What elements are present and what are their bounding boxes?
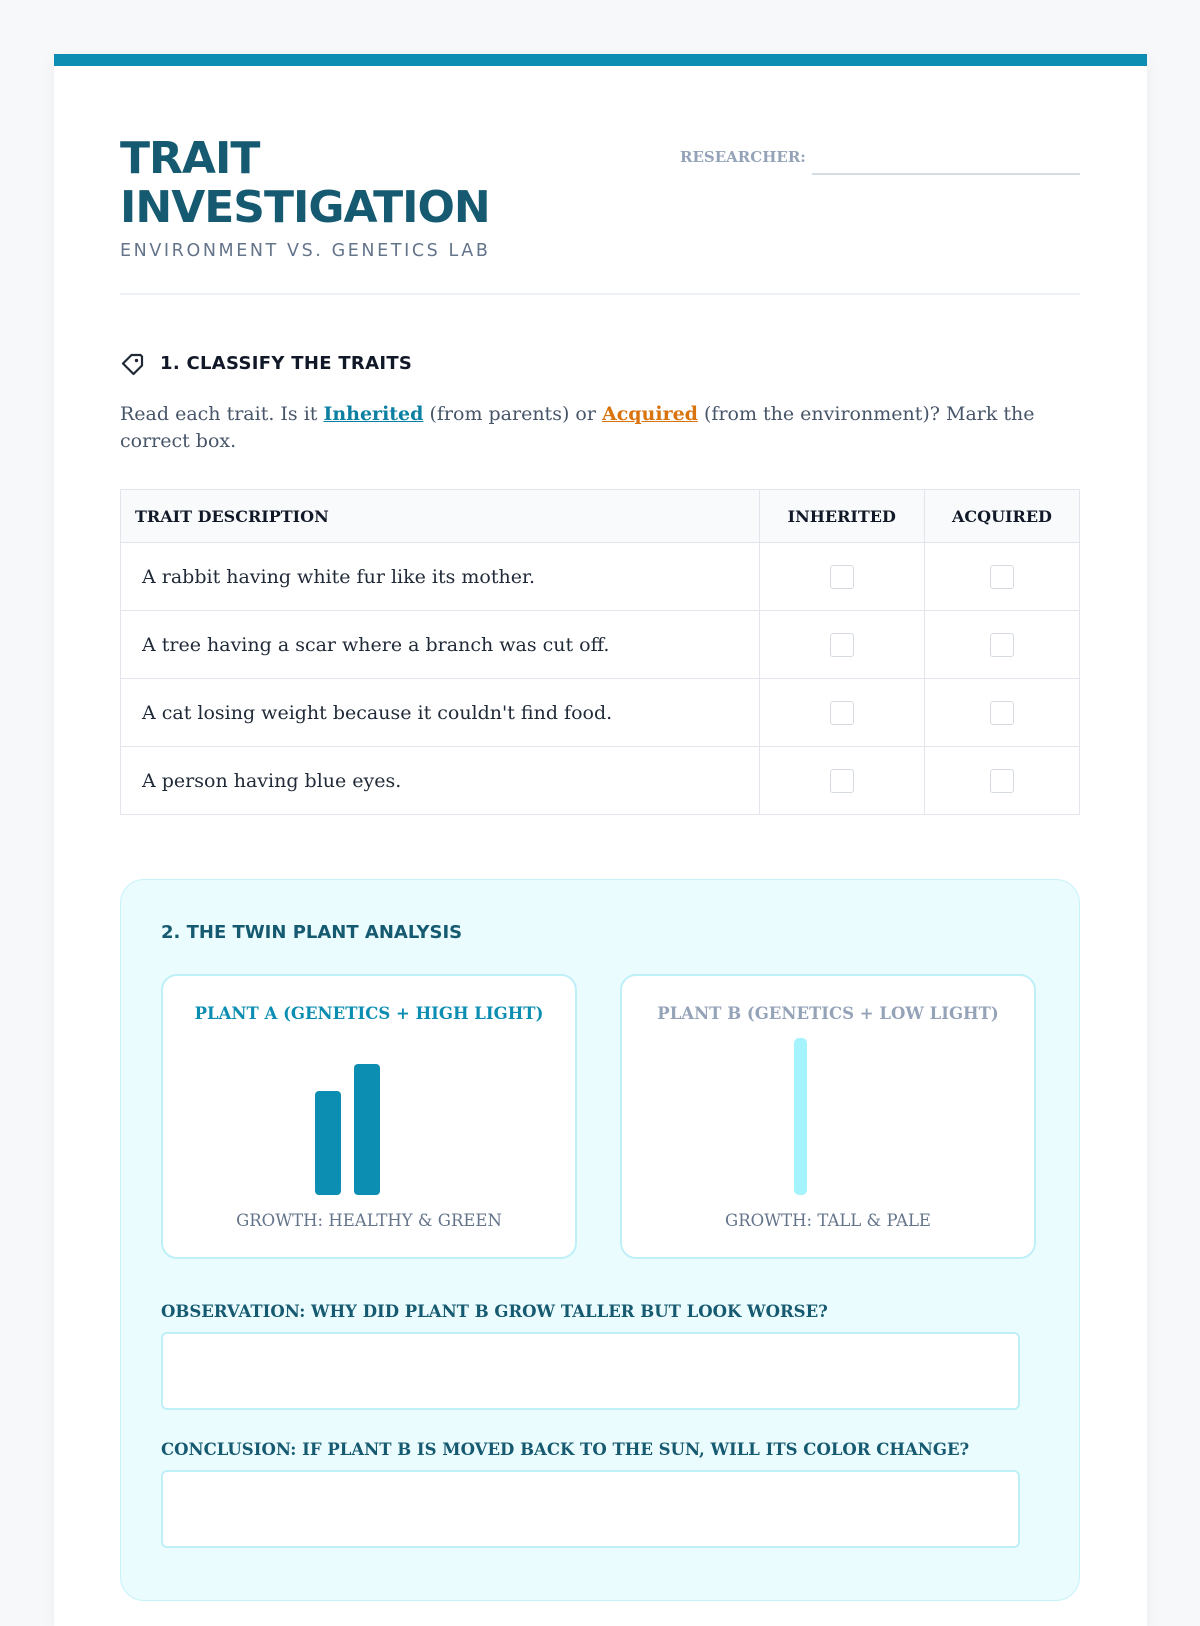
inherited-checkbox[interactable] (830, 565, 854, 589)
observation-answer-box[interactable] (161, 1332, 1020, 1410)
trait-description: A rabbit having white fur like its mother. (121, 543, 760, 611)
page-title: TRAIT INVESTIGATION (120, 133, 490, 233)
table-row (121, 679, 1080, 747)
plant-b-title: PLANT B (GENETICS + LOW LIGHT) (657, 1004, 999, 1023)
researcher-field[interactable] (680, 148, 1080, 178)
plant-a-title: PLANT A (GENETICS + HIGH LIGHT) (194, 1004, 544, 1023)
column-header-acquired: ACQUIRED (924, 490, 1079, 543)
tag-icon (120, 351, 146, 377)
conclusion-answer-box[interactable] (161, 1470, 1020, 1548)
acquired-checkbox[interactable] (990, 701, 1014, 725)
researcher-input-line[interactable] (812, 173, 1080, 175)
table-header-row (121, 490, 1080, 543)
plant-b-stem (794, 1038, 807, 1195)
acquired-checkbox[interactable] (990, 565, 1014, 589)
trait-description: A cat losing weight because it couldn't find food. (121, 679, 760, 747)
table-row (121, 543, 1080, 611)
section1-heading (120, 351, 620, 377)
instructions-text-1: Read each trait. Is it (120, 403, 324, 425)
table-row (121, 611, 1080, 679)
plant-a-card (161, 974, 577, 1259)
table-row (121, 747, 1080, 815)
trait-description: A person having blue eyes. (121, 747, 760, 815)
traits-table (120, 489, 1080, 815)
inherited-checkbox[interactable] (830, 633, 854, 657)
page-subtitle: ENVIRONMENT VS. GENETICS LAB (120, 241, 491, 261)
instructions-text-2: (from parents) or (423, 403, 602, 425)
acquired-keyword: Acquired (601, 403, 698, 425)
plant-a-stem-tall (354, 1064, 380, 1195)
worksheet (54, 54, 1147, 1626)
plant-a-caption: GROWTH: HEALTHY & GREEN (236, 1211, 502, 1230)
section1-title: 1. CLASSIFY THE TRAITS (160, 353, 413, 374)
column-header-inherited: INHERITED (759, 490, 924, 543)
instructions-text-3: (from the environment)? Mark the correct box. (120, 403, 1035, 452)
section2-title: 2. THE TWIN PLANT ANALYSIS (161, 922, 463, 943)
observation-question: OBSERVATION: WHY DID PLANT B GROW TALLER BUT LOOK WORSE? (161, 1302, 828, 1321)
plant-a-stem-short (315, 1091, 341, 1195)
plant-b-caption: GROWTH: TALL & PALE (725, 1211, 931, 1230)
researcher-label: RESEARCHER: (680, 148, 806, 166)
acquired-checkbox[interactable] (990, 769, 1014, 793)
inherited-checkbox[interactable] (830, 769, 854, 793)
inherited-checkbox[interactable] (830, 701, 854, 725)
conclusion-question: CONCLUSION: IF PLANT B IS MOVED BACK TO THE SUN, WILL ITS COLOR CHANGE? (161, 1440, 970, 1459)
plant-b-card (620, 974, 1036, 1259)
trait-description: A tree having a scar where a branch was cut off. (121, 611, 760, 679)
twin-plant-section (120, 879, 1080, 1601)
header-divider (120, 293, 1080, 295)
acquired-checkbox[interactable] (990, 633, 1014, 657)
column-header-trait-description: TRAIT DESCRIPTION (121, 490, 760, 543)
section1-instructions (120, 401, 1040, 455)
inherited-keyword: Inherited (323, 403, 424, 425)
